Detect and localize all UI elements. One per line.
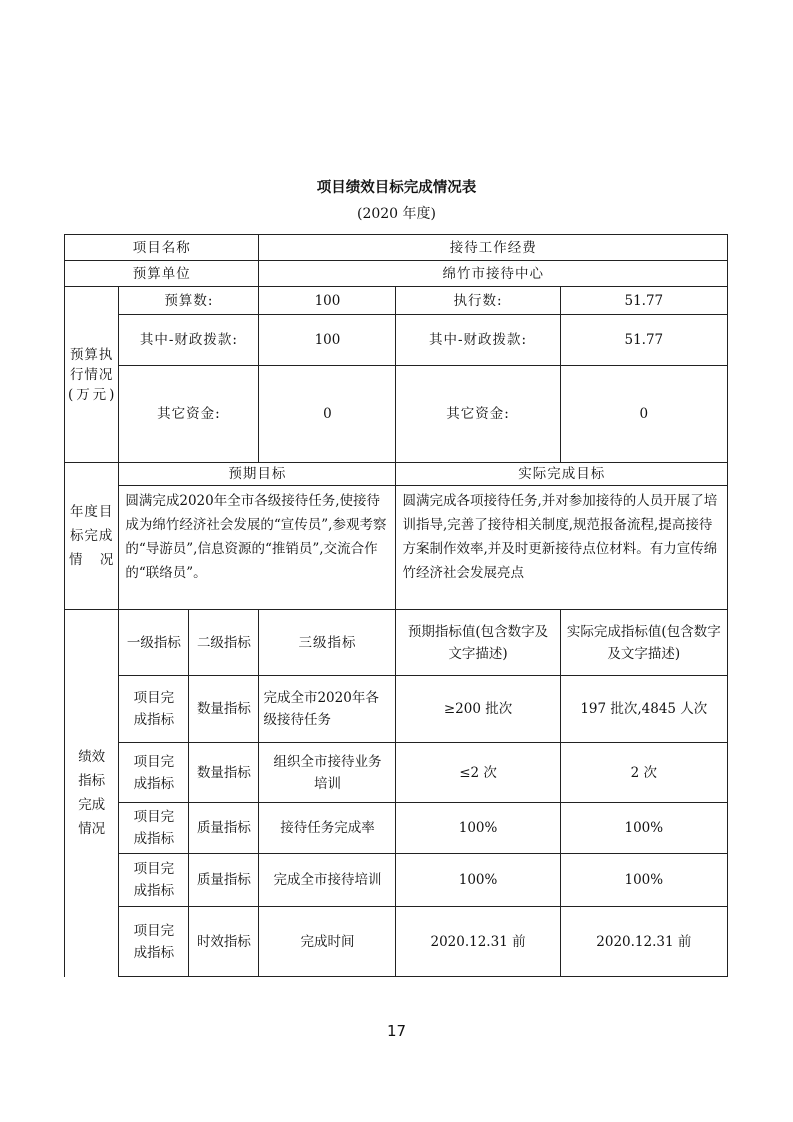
- other-funds-executed-value: 0: [560, 366, 727, 463]
- indicator-level3: 组织全市接待业务培训: [259, 743, 396, 803]
- indicator-level2: 质量指标: [189, 854, 259, 907]
- header-actual: 实际完成指标值(包含数字及文字描述): [560, 610, 727, 676]
- indicator-level3: 接待任务完成率: [259, 803, 396, 854]
- other-funds-budget-label: 其它资金:: [119, 366, 259, 463]
- page-number: 17: [386, 1022, 407, 1040]
- actual-goal-text: 圆满完成各项接待任务,并对参加接待的人员开展了培训指导,完善了接待相关制度,规范报备流程,提高接待方案制作效率,并及时更新接待点位材料。有力宣传绵竹经济社会发展亮点: [396, 486, 728, 610]
- indicator-expected: ≥200 批次: [396, 676, 560, 743]
- indicator-level1: 项目完成指标: [119, 854, 189, 907]
- indicator-level3: 完成全市2020年各级接待任务: [259, 676, 396, 743]
- indicator-level3: 完成全市接待培训: [259, 854, 396, 907]
- indicator-level2: 质量指标: [189, 803, 259, 854]
- budget-amount-value: 100: [259, 287, 396, 315]
- indicator-level1: 项目完成指标: [119, 743, 189, 803]
- table-row: [65, 803, 728, 854]
- indicator-level1: 项目完成指标: [119, 676, 189, 743]
- performance-table: [64, 234, 728, 977]
- header-level2: 二级指标: [189, 610, 259, 676]
- budget-execution-label: 预算执行情况(万元): [65, 287, 119, 463]
- table-row: [65, 676, 728, 743]
- other-funds-budget-value: 0: [259, 366, 396, 463]
- indicator-level3: 完成时间: [259, 907, 396, 977]
- fiscal-budget-value: 100: [259, 315, 396, 366]
- document-year: (2020 年度): [356, 206, 436, 222]
- indicator-level2: 数量指标: [189, 743, 259, 803]
- indicator-actual: 2020.12.31 前: [560, 907, 727, 977]
- indicator-actual: 100%: [560, 803, 727, 854]
- fiscal-executed-value: 51.77: [560, 315, 727, 366]
- budget-unit-value: 绵竹市接待中心: [259, 261, 728, 287]
- indicator-actual: 197 批次,4845 人次: [560, 676, 727, 743]
- header-level3: 三级指标: [259, 610, 396, 676]
- budget-unit-label: 预算单位: [65, 261, 259, 287]
- actual-goal-header: 实际完成目标: [396, 463, 728, 486]
- executed-amount-value: 51.77: [560, 287, 727, 315]
- expected-goal-text: 圆满完成2020年全市各级接待任务,使接待成为绵竹经济社会发展的“宣传员”,参观考察的“导游员”,信息资源的“推销员”,交流合作的“联络员”。: [119, 486, 396, 610]
- indicator-expected: 100%: [396, 803, 560, 854]
- indicator-level1: 项目完成指标: [119, 803, 189, 854]
- indicator-expected: 2020.12.31 前: [396, 907, 560, 977]
- indicator-expected: 100%: [396, 854, 560, 907]
- indicator-level2: 数量指标: [189, 676, 259, 743]
- budget-amount-label: 预算数:: [119, 287, 259, 315]
- document-title: 项目绩效目标完成情况表: [316, 180, 477, 196]
- indicator-actual: 100%: [560, 854, 727, 907]
- header-level1: 一级指标: [119, 610, 189, 676]
- indicator-level2: 时效指标: [189, 907, 259, 977]
- other-funds-executed-label: 其它资金:: [396, 366, 560, 463]
- executed-amount-label: 执行数:: [396, 287, 560, 315]
- table-row: [65, 907, 728, 977]
- performance-label: 绩效指标完成情况: [65, 610, 119, 977]
- fiscal-executed-label: 其中-财政拨款:: [396, 315, 560, 366]
- header-expected: 预期指标值(包含数字及文字描述): [396, 610, 560, 676]
- indicator-level1: 项目完成指标: [119, 907, 189, 977]
- indicator-actual: 2 次: [560, 743, 727, 803]
- expected-goal-header: 预期目标: [119, 463, 396, 486]
- project-name-label: 项目名称: [65, 235, 259, 261]
- annual-goal-label: 年度目标完成情况: [65, 463, 119, 610]
- table-row: [65, 854, 728, 907]
- fiscal-budget-label: 其中-财政拨款:: [119, 315, 259, 366]
- project-name-value: 接待工作经费: [259, 235, 728, 261]
- table-row: [65, 743, 728, 803]
- indicator-expected: ≤2 次: [396, 743, 560, 803]
